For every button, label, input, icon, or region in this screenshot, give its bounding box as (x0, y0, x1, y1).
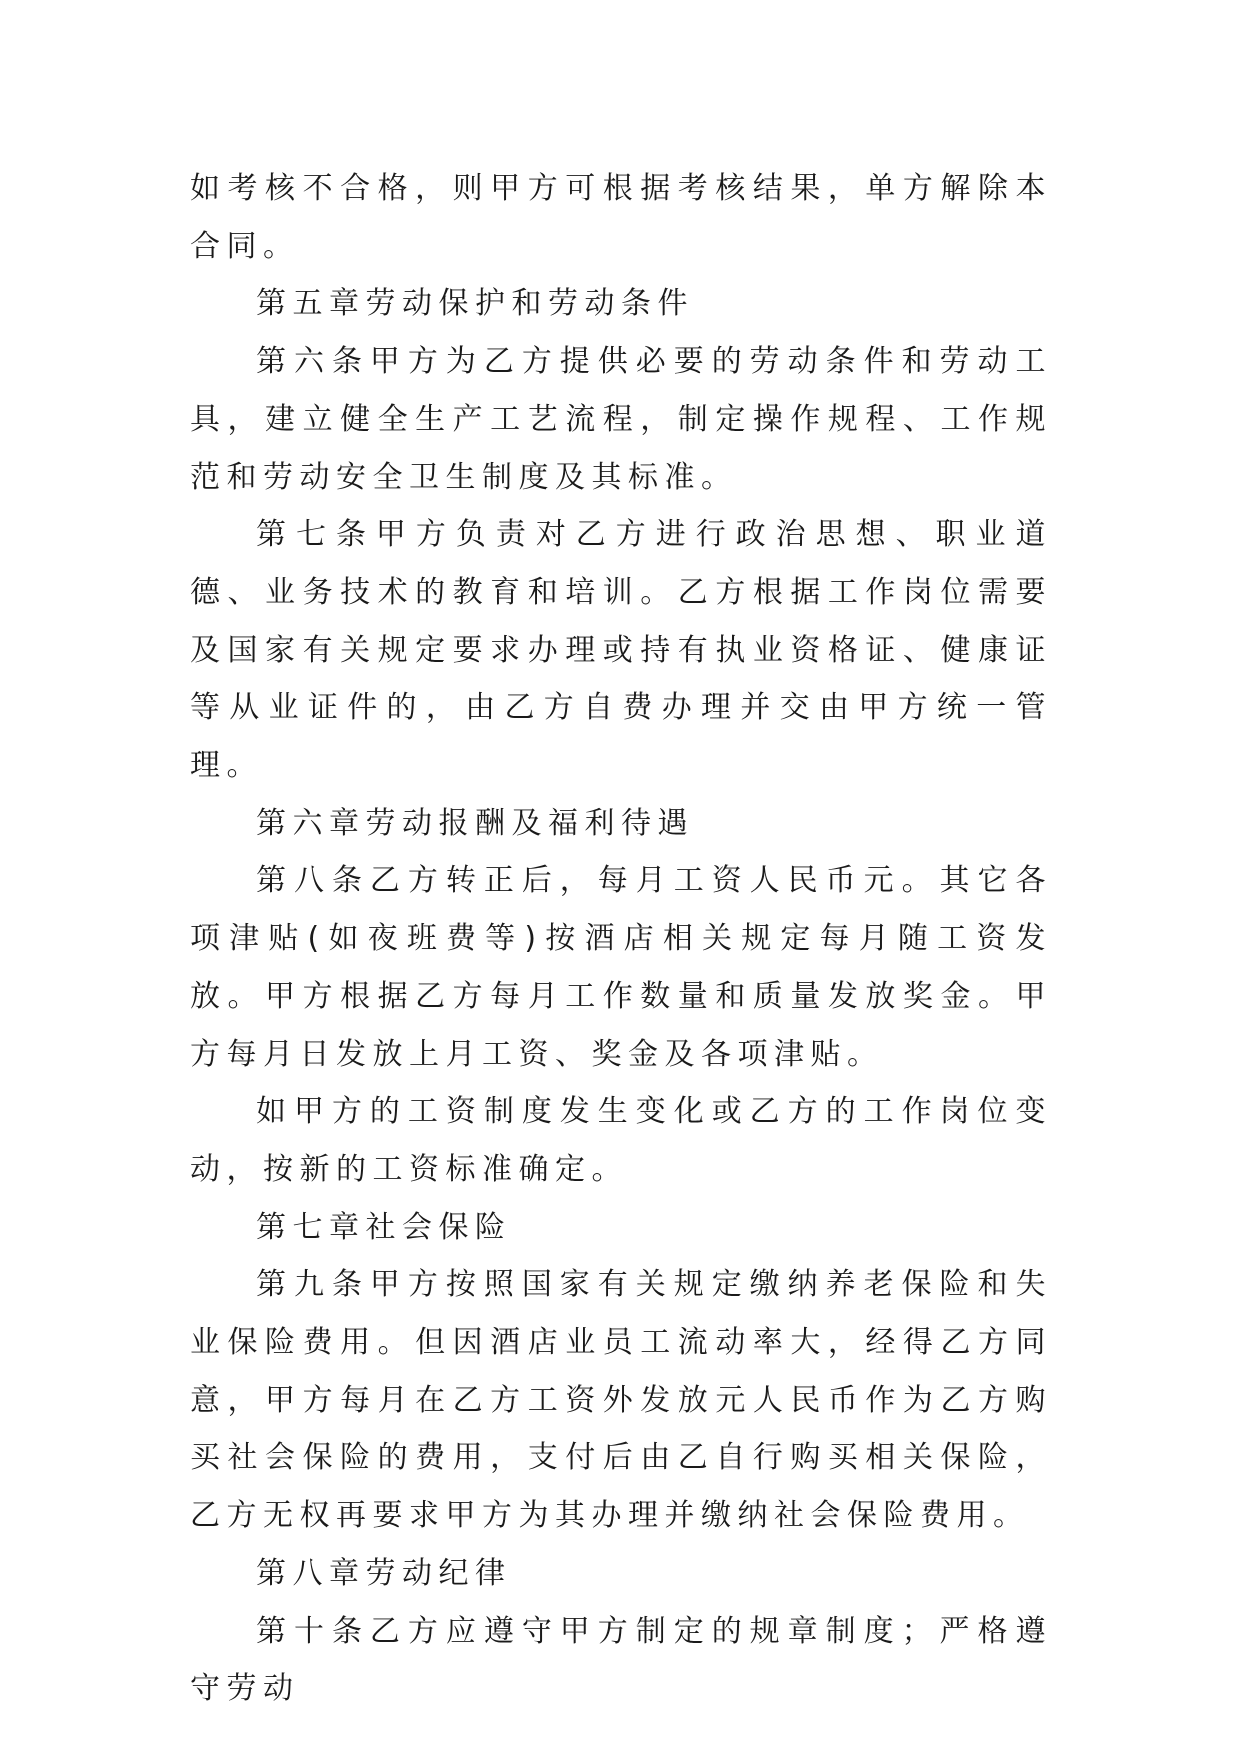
chapter-5-heading: 第五章劳动保护和劳动条件 (256, 286, 694, 322)
chapter-8-heading: 第八章劳动纪律 (256, 1555, 512, 1591)
document-body (190, 160, 1052, 1718)
article-6-paragraph: 第六条甲方为乙方提供必要的劳动条件和劳动工具，建立健全生产工艺流程，制定操作规程、工作规范和劳动安全卫生制度及其标准。 (190, 344, 1052, 495)
chapter-6-heading: 第六章劳动报酬及福利待遇 (256, 805, 694, 841)
article-9-paragraph: 第九条甲方按照国家有关规定缴纳养老保险和失业保险费用。但因酒店业员工流动率大，经得乙方同意，甲方每月在乙方工资外发放元人民币作为乙方购买社会保险的费用，支付后由乙自行购买相关保险，乙方无权再要求甲方为其办理并缴纳社会保险费用。 (190, 1267, 1052, 1534)
article-10-paragraph: 第十条乙方应遵守甲方制定的规章制度；严格遵守劳动 (190, 1613, 1052, 1707)
article-8-paragraph: 第八条乙方转正后，每月工资人民币元。其它各项津贴(如夜班费等)按酒店相关规定每月随工资发放。甲方根据乙方每月工作数量和质量发放奖金。甲方每月日发放上月工资、奖金及各项津贴。 (190, 863, 1052, 1072)
paragraph-assessment: 如考核不合格，则甲方可根据考核结果，单方解除本合同。 (190, 171, 1052, 264)
wage-change-paragraph: 如甲方的工资制度发生变化或乙方的工作岗位变动，按新的工资标准确定。 (190, 1094, 1052, 1187)
article-7-paragraph: 第七条甲方负责对乙方进行政治思想、职业道德、业务技术的教育和培训。乙方根据工作岗位需要及国家有关规定要求办理或持有执业资格证、健康证等从业证件的，由乙方自费办理并交由甲方统一管理。 (190, 517, 1052, 784)
chapter-7-heading: 第七章社会保险 (256, 1209, 512, 1245)
